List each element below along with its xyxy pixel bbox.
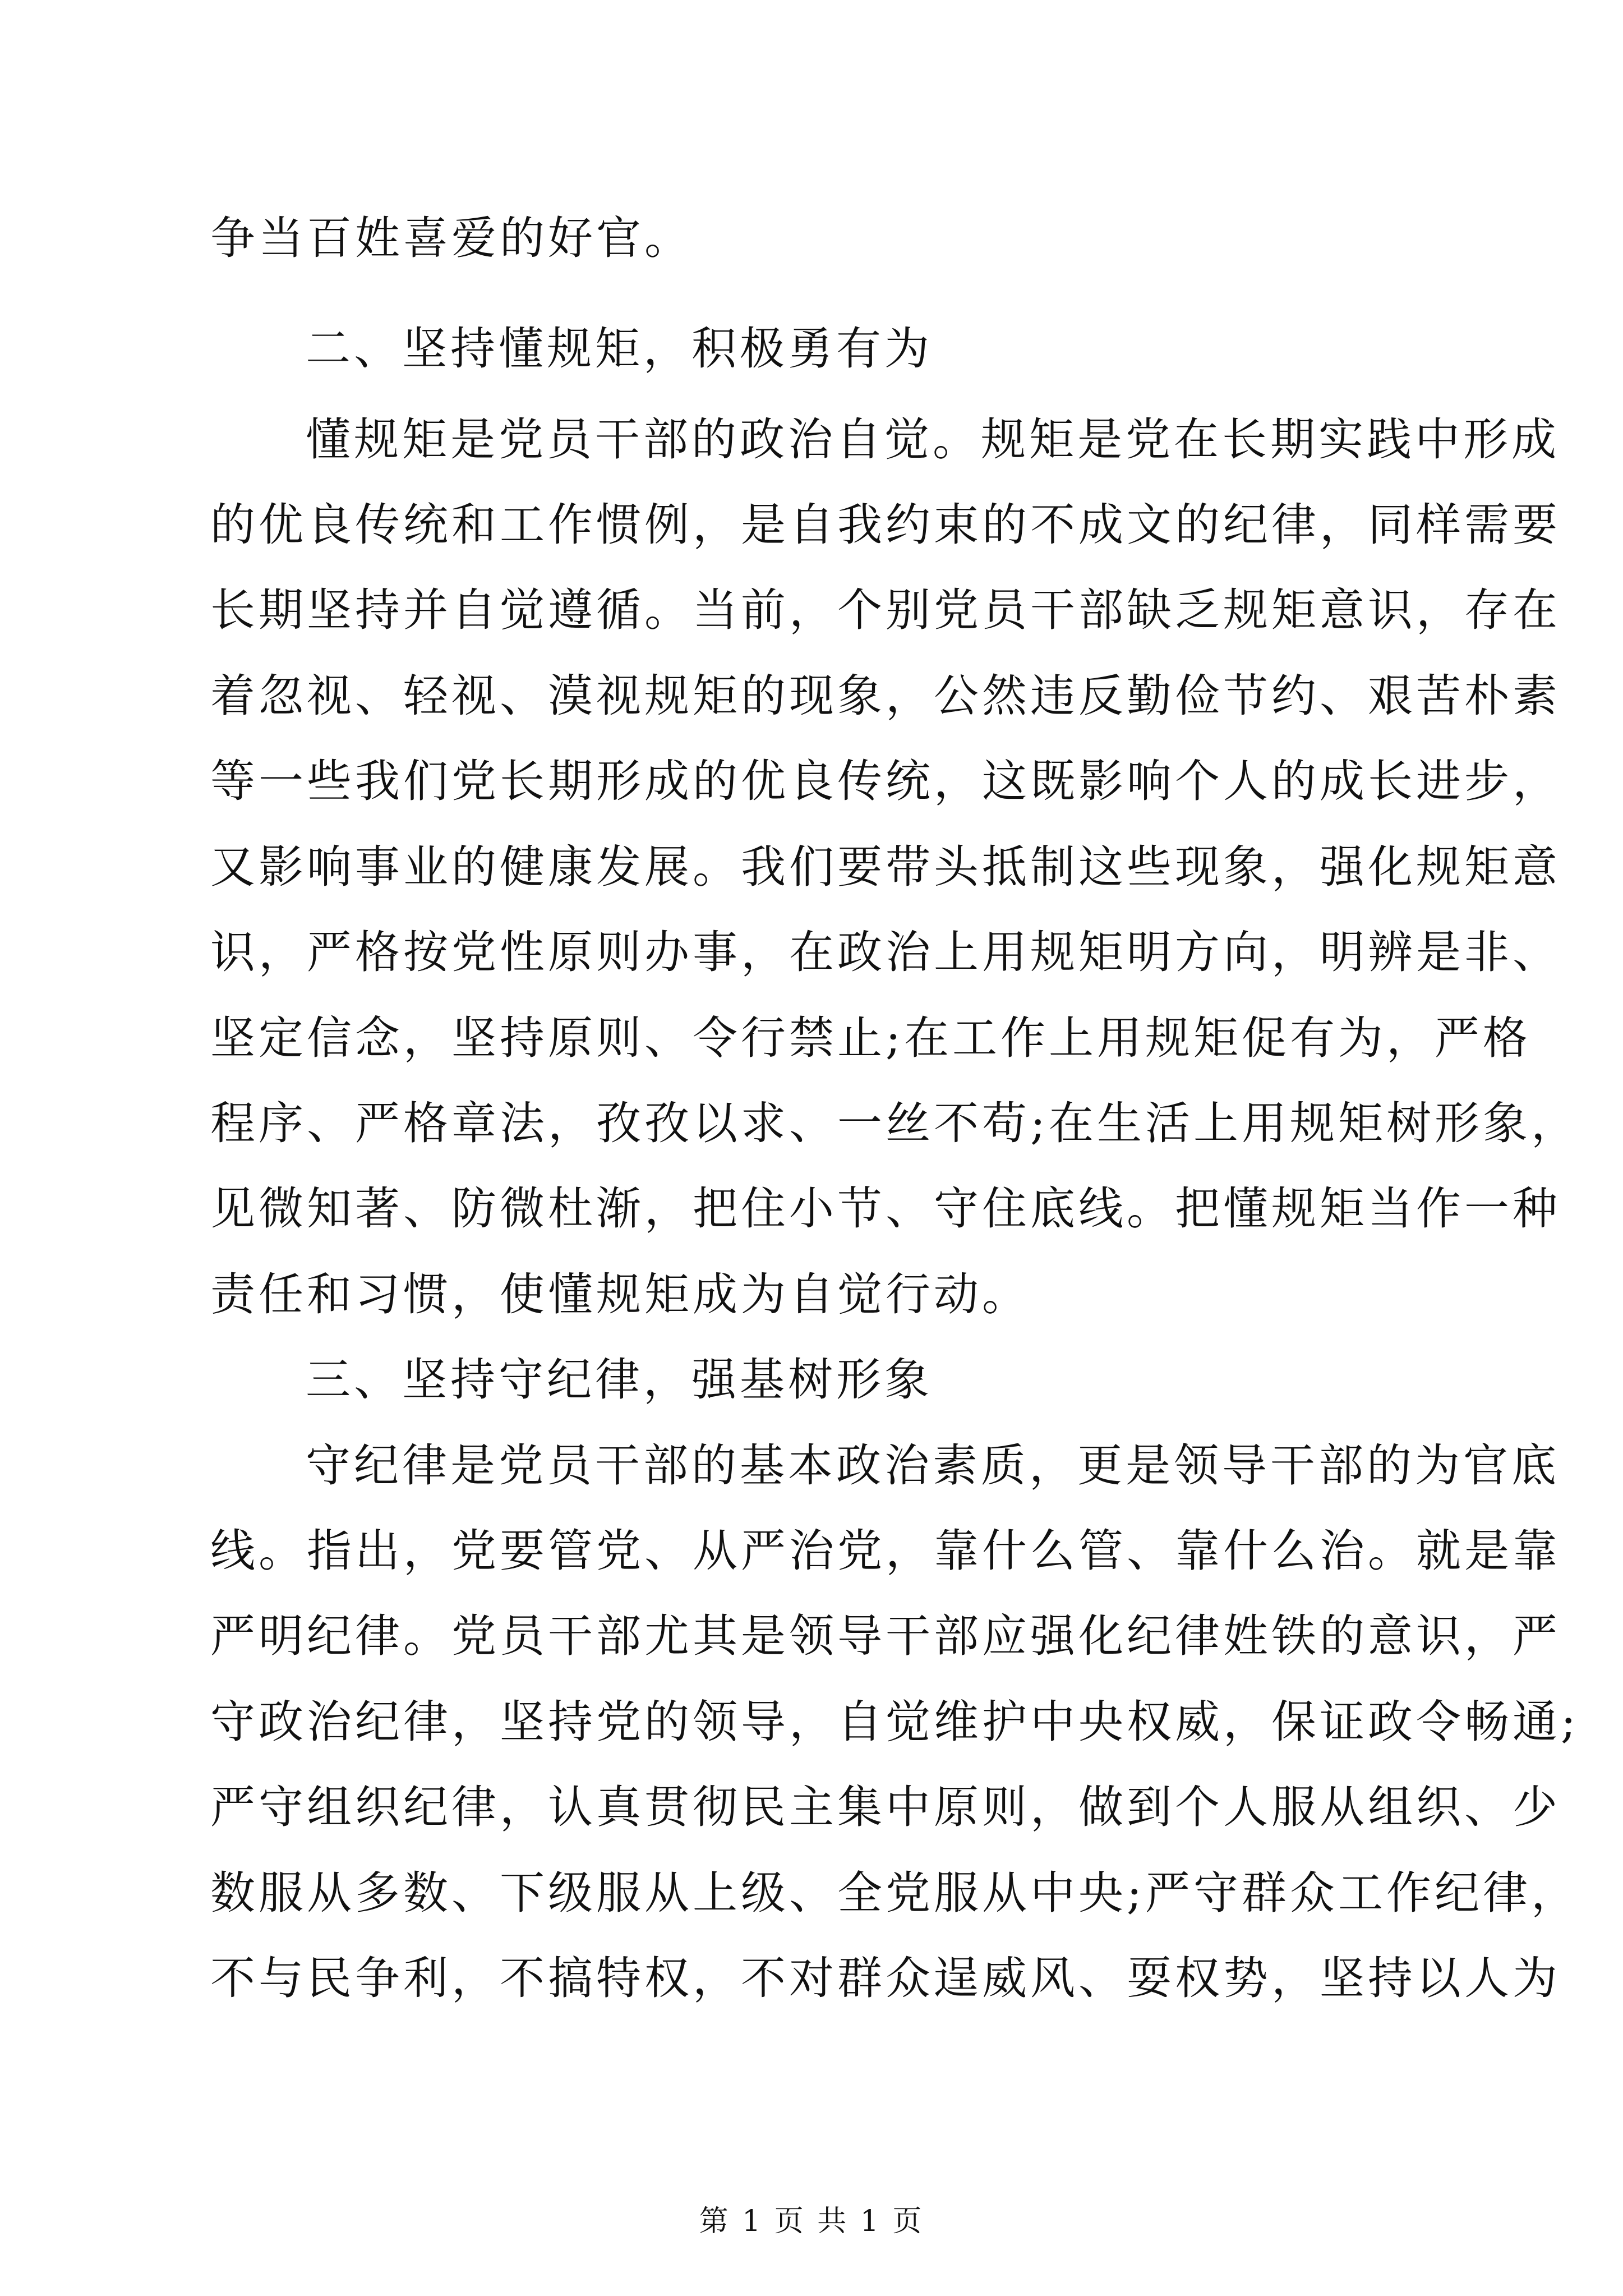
text-line: 的优良传统和工作惯例，是自我约束的不成文的纪律，同样需要 (210, 499, 1561, 551)
text-line: 着忽视、轻视、漠视规矩的现象，公然违反勤俭节约、艰苦朴素 (210, 670, 1561, 722)
text-line: 坚定信念，坚持原则、令行禁止;在工作上用规矩促有为，严格 (210, 1012, 1531, 1064)
text-line: 争当百姓喜爱的好官。 (210, 212, 693, 264)
text-line: 懂规矩是党员干部的政治自觉。规矩是党在长期实践中形成 (306, 413, 1560, 466)
text-line: 严守组织纪律，认真贯彻民主集中原则，做到个人服从组织、少 (210, 1781, 1561, 1833)
text-line: 守纪律是党员干部的基本政治素质，更是领导干部的为官底 (306, 1439, 1560, 1492)
page-footer: 第 1 页 共 1 页 (699, 2205, 924, 2238)
text-line: 守政治纪律，坚持党的领导，自觉维护中央权威，保证政令畅通; (210, 1696, 1579, 1748)
text-line: 严明纪律。党员干部尤其是领导干部应强化纪律姓铁的意识，严 (210, 1610, 1561, 1662)
text-line: 责任和习惯，使懂规矩成为自觉行动。 (210, 1268, 1030, 1320)
text-line: 识，严格按党性原则办事，在政治上用规矩明方向，明辨是非、 (210, 926, 1561, 978)
section-heading: 二、坚持懂规矩，积极勇有为 (306, 323, 933, 375)
text-line: 见微知著、防微杜渐，把住小节、守住底线。把懂规矩当作一种 (210, 1182, 1561, 1235)
section-heading: 三、坚持守纪律，强基树形象 (306, 1354, 933, 1406)
text-line: 不与民争利，不搞特权，不对群众逞威风、耍权势，坚持以人为 (210, 1952, 1561, 2004)
text-line: 程序、严格章法，孜孜以求、一丝不苟;在生活上用规矩树形象， (210, 1097, 1579, 1149)
text-line: 数服从多数、下级服从上级、全党服从中央;严守群众工作纪律， (210, 1867, 1579, 1919)
text-line: 又影响事业的健康发展。我们要带头抵制这些现象，强化规矩意 (210, 841, 1561, 893)
text-line: 长期坚持并自觉遵循。当前，个别党员干部缺乏规矩意识，存在 (210, 584, 1561, 636)
text-line: 线。指出，党要管党、从严治党，靠什么管、靠什么治。就是靠 (210, 1525, 1561, 1577)
text-line: 等一些我们党长期形成的优良传统，这既影响个人的成长进步， (210, 755, 1561, 807)
